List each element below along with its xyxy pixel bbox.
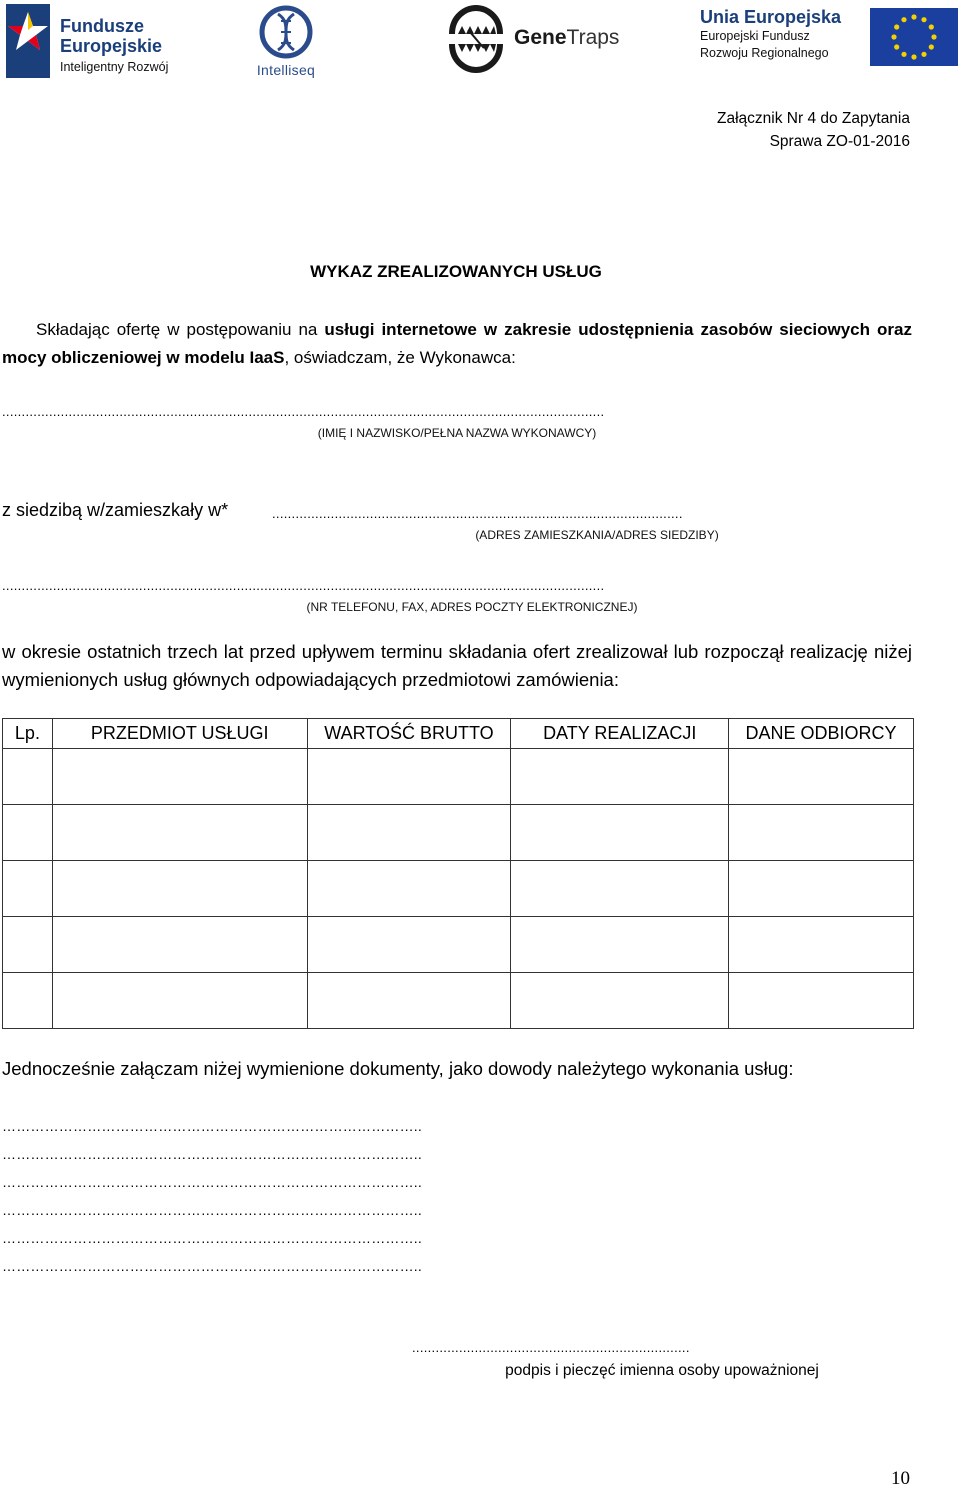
table-row <box>3 805 914 861</box>
document-title: WYKAZ ZREALIZOWANYCH USŁUG <box>310 262 602 281</box>
header-recipient: DANE ODBIORCY <box>729 719 914 749</box>
table-cell[interactable] <box>52 861 307 917</box>
table-cell[interactable] <box>511 973 729 1029</box>
document-reference <box>717 107 910 153</box>
genetraps-trap-icon <box>446 4 506 74</box>
table-cell[interactable] <box>511 917 729 973</box>
case-number: Sprawa ZO-01-2016 <box>769 133 910 150</box>
seat-label: z siedzibą w/zamieszkały w* <box>2 500 229 520</box>
header-subject: PRZEDMIOT USŁUGI <box>52 719 307 749</box>
address-field-caption: (ADRES ZAMIESZKANIA/ADRES SIEDZIBY) <box>475 528 719 542</box>
fe-star-icon <box>6 4 50 78</box>
signature-dots[interactable]: ....................................................................... <box>412 1340 690 1355</box>
dna-circle-icon <box>246 4 326 62</box>
intelliseq-logo <box>246 4 326 80</box>
attachment-line[interactable]: …………………………………………………………………………….. <box>2 1146 422 1162</box>
attachment-line[interactable]: …………………………………………………………………………….. <box>2 1202 422 1218</box>
table-cell[interactable] <box>511 805 729 861</box>
fundusze-europejskie-logo <box>6 4 196 78</box>
seat-field-dots[interactable]: ......................................................................................................... <box>272 506 683 521</box>
genetraps-logo <box>446 4 620 74</box>
ue-line2: Europejski Fundusz <box>700 29 810 43</box>
genetraps-name <box>514 26 619 50</box>
eu-flag-icon <box>870 8 958 66</box>
fe-line1: Fundusze <box>60 16 144 36</box>
attachment-line[interactable]: …………………………………………………………………………….. <box>2 1174 422 1190</box>
table-cell[interactable] <box>3 861 53 917</box>
table-cell[interactable] <box>307 749 511 805</box>
name-field-dots[interactable]: .......................................................................................................................................................... <box>2 404 605 419</box>
table-cell[interactable] <box>52 973 307 1029</box>
table-cell[interactable] <box>307 917 511 973</box>
intelliseq-name: Intelliseq <box>256 62 316 78</box>
table-cell[interactable] <box>729 861 914 917</box>
attachment-line[interactable]: …………………………………………………………………………….. <box>2 1230 422 1246</box>
intro-part2: , oświadczam, że Wykonawca: <box>284 348 516 367</box>
contact-field-caption: (NR TELEFONU, FAX, ADRES POCZTY ELEKTRONICZNEJ) <box>306 600 638 614</box>
table-row <box>3 973 914 1029</box>
table-cell[interactable] <box>729 805 914 861</box>
table-cell[interactable] <box>307 973 511 1029</box>
table-cell[interactable] <box>52 917 307 973</box>
table-cell[interactable] <box>3 973 53 1029</box>
table-cell[interactable] <box>3 805 53 861</box>
table-cell[interactable] <box>511 749 729 805</box>
attachment-line[interactable]: …………………………………………………………………………….. <box>2 1118 422 1134</box>
table-cell[interactable] <box>729 749 914 805</box>
table-cell[interactable] <box>729 973 914 1029</box>
unia-europejska-logo <box>700 6 958 68</box>
attachment-number: Załącznik Nr 4 do Zapytania <box>717 110 910 127</box>
table-header-row <box>3 719 914 749</box>
name-field-caption: (IMIĘ I NAZWISKO/PEŁNA NAZWA WYKONAWCY) <box>317 426 597 440</box>
intro-bold: usługi internetowe w zakresie udostępnienia zasobów sieciowych oraz mocy obliczeniowej w modelu IaaS <box>2 320 912 367</box>
fe-line2: Europejskie <box>60 36 163 56</box>
attachments-intro: Jednocześnie załączam niżej wymienione dokumenty, jako dowody należytego wykonania usług: <box>2 1058 794 1079</box>
table-row <box>3 917 914 973</box>
intro-part1: Składając ofertę w postępowaniu na <box>36 320 325 339</box>
services-period-paragraph: w okresie ostatnich trzech lat przed upływem terminu składania ofert zrealizował lub rozpoczął realizację niżej wymienionych usług głównych odpowiadających przedmiotowi zamówienia: <box>2 641 912 690</box>
table-cell[interactable] <box>3 917 53 973</box>
table-cell[interactable] <box>511 861 729 917</box>
header-lp: Lp. <box>3 719 53 749</box>
table-cell[interactable] <box>729 917 914 973</box>
intro-paragraph <box>2 316 912 372</box>
contact-field-dots[interactable]: .......................................................................................................................................................... <box>2 578 605 593</box>
ue-line1: Unia Europejska <box>700 7 842 27</box>
table-cell[interactable] <box>3 749 53 805</box>
table-cell[interactable] <box>52 805 307 861</box>
table-cell[interactable] <box>307 861 511 917</box>
header-dates: DATY REALIZACJI <box>511 719 729 749</box>
page-number: 10 <box>891 1468 910 1489</box>
services-table <box>2 718 914 1029</box>
signature-caption: podpis i pieczęć imienna osoby upoważnionej <box>505 1362 819 1379</box>
table-cell[interactable] <box>307 805 511 861</box>
genetraps-name-bold: Gene <box>514 26 567 49</box>
attachment-line[interactable]: …………………………………………………………………………….. <box>2 1258 422 1274</box>
table-cell[interactable] <box>52 749 307 805</box>
ue-line3: Rozwoju Regionalnego <box>700 46 829 60</box>
fe-line3: Inteligentny Rozwój <box>60 60 169 74</box>
table-row <box>3 861 914 917</box>
table-row <box>3 749 914 805</box>
genetraps-name-light: Traps <box>566 26 620 49</box>
header-gross-value: WARTOŚĆ BRUTTO <box>307 719 511 749</box>
